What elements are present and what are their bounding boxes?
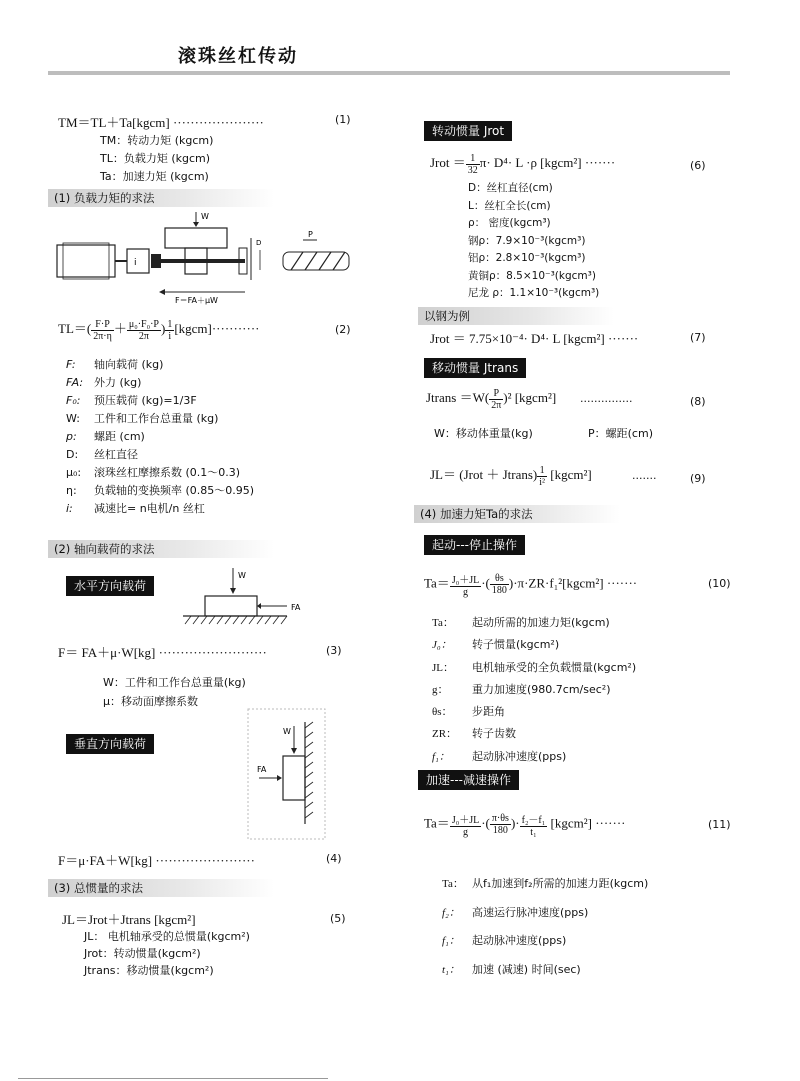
definition-symbol: F: xyxy=(66,358,76,371)
numerator: π·θs xyxy=(491,813,509,824)
definition-line: D：丝杠直径(cm) xyxy=(468,182,553,194)
definition-text: 减速比= n电机/n 丝杠 xyxy=(94,502,205,515)
equation-9-rhs: [kgcm²] xyxy=(550,467,592,482)
equation-9-number: (9) xyxy=(690,472,706,485)
horizontal-load-label: 水平方向载荷 xyxy=(66,576,154,596)
equation-2-lhs: TL＝( xyxy=(58,321,92,336)
weight-arrowhead xyxy=(193,222,199,227)
worktable xyxy=(165,228,227,248)
equation-8-rhs: )² [kgcm²] xyxy=(503,390,557,405)
definition-symbol: F₀: xyxy=(66,394,81,407)
weight-arrowhead xyxy=(230,588,236,594)
denominator: 32 xyxy=(467,164,478,176)
translational-inertia-label: 移动惯量 Jtrans xyxy=(424,358,526,378)
equation-10-rhs: )·π·ZR·f₁²[kgcm²] ······· xyxy=(508,575,638,591)
definition-text: 从f₁加速到f₂所需的加速力距(kgcm) xyxy=(472,877,649,890)
definition-line: Ta：加速力矩 (kgcm) xyxy=(100,170,209,183)
definition-line xyxy=(66,356,254,374)
section-heading-load-torque: (1) 负载力矩的求法 xyxy=(48,189,274,207)
fraction xyxy=(490,813,511,836)
equation-10-lhs: Ta＝ xyxy=(424,575,450,591)
definition-text: 转子惯量(kgcm²) xyxy=(472,638,560,652)
definition-text: 起动脉冲速度(pps) xyxy=(472,934,567,947)
definition-symbol: θs： xyxy=(432,706,453,719)
denominator: 2π xyxy=(491,399,502,411)
definition-text: 步距角 xyxy=(472,705,505,719)
weight-arrowhead xyxy=(291,748,297,754)
denominator: i xyxy=(168,330,172,342)
start-stop-label: 起动---停止操作 xyxy=(424,535,525,555)
definition-symbol: FA: xyxy=(66,376,84,389)
section-heading-accel-torque: (4) 加速力矩Ta的求法 xyxy=(414,505,620,523)
definition-text: 加速 (减速) 时间(sec) xyxy=(472,962,581,976)
equation-8 xyxy=(426,387,556,411)
definition-line xyxy=(66,464,254,482)
definition-line xyxy=(66,374,254,392)
denominator: 2π xyxy=(138,330,149,342)
definition-line: Jrot：转动惯量(kgcm²) xyxy=(84,947,201,960)
equation-5: JL＝Jrot＋Jtrans [kgcm²] xyxy=(62,912,196,927)
equation-10 xyxy=(424,571,637,598)
equation-5-number: (5) xyxy=(330,912,346,925)
denominator: g xyxy=(463,827,468,838)
definition-line xyxy=(432,612,636,634)
equation-10-number: (10) xyxy=(708,577,731,590)
equation-2 xyxy=(58,318,259,342)
equation-3-number: (3) xyxy=(326,644,342,657)
equation-5-definitions xyxy=(84,928,250,979)
reducer-box xyxy=(127,249,149,273)
section-heading-inertia: (3) 总惯量的求法 xyxy=(48,879,274,897)
fraction xyxy=(91,319,114,342)
equation-9-lhs: JL＝ (Jrot ＋ Jtrans) xyxy=(430,467,538,482)
definition-text: 转子齿数 xyxy=(472,727,516,741)
operator: ·( xyxy=(481,815,490,831)
definition-line xyxy=(432,679,636,701)
denominator: 180 xyxy=(492,825,508,836)
equation-6-definitions xyxy=(468,180,599,303)
wall-hatch xyxy=(305,722,313,818)
force-label: F＝FA＋μW xyxy=(175,296,218,305)
definition-text: 高速运行脉冲速度(pps) xyxy=(472,905,589,919)
equation-9-dots: ······· xyxy=(632,472,657,485)
numerator: P xyxy=(489,388,503,400)
definition-line xyxy=(66,500,254,518)
numerator: 1 xyxy=(537,465,547,477)
fraction xyxy=(127,319,161,342)
definition-line: JL： 电机轴承受的总惯量(kgcm²) xyxy=(84,930,250,943)
definition-symbol: J₀： xyxy=(432,639,452,652)
definition-line: ρ： 密度(kgcm³) xyxy=(468,217,551,229)
operator: ·( xyxy=(481,575,490,591)
numerator: J₀＋JL xyxy=(450,571,481,587)
equation-3-definitions xyxy=(103,673,246,711)
screw-thread xyxy=(291,252,345,270)
definition-symbol: f₁： xyxy=(442,935,460,947)
definition-line xyxy=(432,723,636,745)
equation-11-number: (11) xyxy=(708,818,731,831)
motor-body xyxy=(57,245,115,277)
equation-6-number: (6) xyxy=(690,159,706,172)
definition-text: 起动所需的加速力矩(kgcm) xyxy=(472,616,610,629)
equation-4-number: (4) xyxy=(326,852,342,865)
external-force-label: FA xyxy=(257,765,267,774)
bottom-rule xyxy=(18,1078,328,1079)
definition-symbol: f₁： xyxy=(432,750,450,763)
force-arrowhead xyxy=(277,775,282,781)
section-heading-axial-load: (2) 轴向载荷的求法 xyxy=(48,540,274,558)
equation-9 xyxy=(430,464,592,488)
definition-text: 工件和工作台总重量 (kg) xyxy=(94,412,219,425)
definition-symbol: p: xyxy=(66,430,77,443)
equation-2-unit: [kgcm]··········· xyxy=(174,321,260,336)
equation-7: Jrot ＝ 7.75×10⁻⁴· D⁴· L [kgcm²] ······· xyxy=(430,331,639,346)
numerator: 1 xyxy=(167,318,173,330)
definition-line: 铝ρ：2.8×10⁻³(kgcm³) xyxy=(468,252,586,264)
equation-8-number: (8) xyxy=(690,395,706,408)
steel-example-heading: 以钢为例 xyxy=(418,307,614,325)
plus-sign: ＋ xyxy=(113,321,127,336)
equation-6-rhs: π· D⁴· L ·ρ [kgcm²] ······· xyxy=(479,155,616,170)
motor-outline xyxy=(63,243,109,279)
definition-symbol: f₂： xyxy=(442,906,460,919)
fraction xyxy=(450,571,481,598)
definition-line xyxy=(66,428,254,446)
definition-symbol: ZR： xyxy=(432,728,458,741)
equation-6 xyxy=(430,152,615,176)
vertical-load-label: 垂直方向载荷 xyxy=(66,734,154,754)
load-block xyxy=(205,596,257,616)
equation-8-definition-b: P：螺距(cm) xyxy=(588,427,653,440)
numerator: F·P xyxy=(91,319,114,331)
diameter-label: D xyxy=(256,239,262,247)
reducer-label: i xyxy=(134,258,137,268)
definition-line xyxy=(432,746,636,768)
pitch-label: P xyxy=(308,230,313,239)
equation-4: F＝μ·FA＋W[kg] ······················· xyxy=(58,853,255,868)
definition-line xyxy=(432,634,636,656)
definition-symbol: i: xyxy=(66,502,73,515)
definition-symbol: η: xyxy=(66,484,77,497)
definition-line xyxy=(66,392,254,410)
fraction xyxy=(520,811,548,838)
definition-line xyxy=(442,899,648,928)
equation-8-lhs: Jtrans ＝W( xyxy=(426,390,490,405)
definition-line: L：丝杠全长(cm) xyxy=(468,199,551,212)
definition-line xyxy=(66,482,254,500)
equation-6-lhs: Jrot ＝ xyxy=(430,155,466,170)
equation-11-lhs: Ta＝ xyxy=(424,815,450,831)
denominator: 2π·η xyxy=(93,330,112,342)
definition-line xyxy=(66,410,254,428)
equation-1-definitions xyxy=(100,132,213,186)
coupling-icon xyxy=(151,254,161,268)
denominator: i² xyxy=(539,476,546,488)
denominator: t₁ xyxy=(530,827,537,838)
horizontal-load-figure xyxy=(175,566,325,628)
equation-11-definitions xyxy=(442,870,648,984)
definition-text: 重力加速度(980.7cm/sec²) xyxy=(472,682,611,696)
fraction xyxy=(537,465,547,488)
definition-text: 轴向载荷 (kg) xyxy=(94,358,164,371)
definition-line: Jtrans：移动惯量(kgcm²) xyxy=(84,964,214,977)
load-block xyxy=(283,756,305,800)
numerator: θs xyxy=(490,573,509,585)
equation-3: F＝ FA＋μ·W[kg] ························· xyxy=(58,645,267,660)
definition-text: 丝杠直径 xyxy=(94,448,138,461)
title-rule xyxy=(48,71,730,75)
force-arrowhead xyxy=(257,603,261,609)
external-force-label: FA xyxy=(291,603,301,612)
denominator: 180 xyxy=(491,585,507,596)
definition-line xyxy=(432,701,636,723)
weight-label: W xyxy=(283,727,291,736)
fraction xyxy=(165,319,174,342)
definition-line: TM：转动力矩 (kgcm) xyxy=(100,134,214,147)
denominator: g xyxy=(463,587,468,598)
definition-line xyxy=(442,956,648,985)
numerator: J₀＋JL xyxy=(450,811,481,827)
definition-symbol: D: xyxy=(66,448,79,461)
definition-line: W：工件和工作台总重量(kg) xyxy=(103,676,246,689)
definition-line xyxy=(66,446,254,464)
weight-label: W xyxy=(238,571,246,580)
definition-symbol: JL： xyxy=(432,661,454,674)
definition-line: 黄铜ρ：8.5×10⁻³(kgcm³) xyxy=(468,269,596,282)
numerator: 1 xyxy=(466,153,480,165)
fraction xyxy=(490,573,509,596)
equation-2-definitions xyxy=(66,356,254,518)
ball-screw-figure xyxy=(55,210,355,305)
definition-line xyxy=(442,870,648,899)
definition-text: 起动脉冲速度(pps) xyxy=(472,749,567,763)
definition-text: 外力 (kg) xyxy=(94,376,142,389)
definition-line xyxy=(432,657,636,679)
fraction xyxy=(450,811,481,838)
ground-hatch xyxy=(185,616,287,624)
definition-symbol: Ta： xyxy=(432,617,454,629)
equation-1 xyxy=(58,112,264,131)
weight-label: W xyxy=(201,212,209,221)
definition-text: 螺距 (cm) xyxy=(94,430,145,443)
accel-decel-label: 加速---减速操作 xyxy=(418,770,519,790)
equation-2-number: (2) xyxy=(335,323,351,336)
definition-line: TL：负载力矩 (kgcm) xyxy=(100,152,211,165)
equation-10-definitions xyxy=(432,612,636,768)
definition-line: 钢ρ：7.9×10⁻³(kgcm³) xyxy=(468,234,586,247)
fraction xyxy=(466,153,480,176)
equation-11-rhs: [kgcm²] ······· xyxy=(550,815,626,831)
definition-text: 预压载荷 (kg)=1/3F xyxy=(94,394,197,407)
page-title: 滚珠丝杠传动 xyxy=(178,46,298,67)
definition-symbol: μ₀: xyxy=(66,466,82,479)
operator: )· xyxy=(510,815,520,831)
definition-symbol: g： xyxy=(432,683,449,696)
equation-8-dots: ··············· xyxy=(580,395,633,408)
close-paren: ) xyxy=(160,321,166,336)
definition-line xyxy=(442,927,648,956)
definition-symbol: W: xyxy=(66,412,80,425)
vertical-load-figure xyxy=(247,708,327,841)
definition-symbol: t₁： xyxy=(442,963,460,976)
equation-1-number: (1) xyxy=(335,113,351,126)
numerator: f₂－f₁ xyxy=(520,811,548,827)
equation-8-definition-a: W：移动体重量(kg) xyxy=(434,427,533,440)
rotational-inertia-label: 转动惯量 Jrot xyxy=(424,121,512,141)
definition-text: 电机轴承受的全负载惯量(kgcm²) xyxy=(472,660,637,674)
definition-line: μ：移动面摩擦系数 xyxy=(103,695,198,708)
force-arrowhead xyxy=(159,289,165,295)
definition-text: 负载轴的变换频率 (0.85～0.95) xyxy=(94,484,255,497)
equation-11 xyxy=(424,811,626,838)
definition-symbol: Ta： xyxy=(442,878,464,890)
equation-7-number: (7) xyxy=(690,331,706,344)
definition-text: 滚珠丝杠摩擦系数 (0.1～0.3) xyxy=(94,466,241,479)
definition-line: 尼龙 ρ：1.1×10⁻³(kgcm³) xyxy=(468,287,600,299)
fraction xyxy=(489,388,503,411)
numerator: μ₀·F₀·P xyxy=(128,318,159,330)
equation-1-text: TM＝TL＋Ta[kgcm] ····················· xyxy=(58,115,264,130)
